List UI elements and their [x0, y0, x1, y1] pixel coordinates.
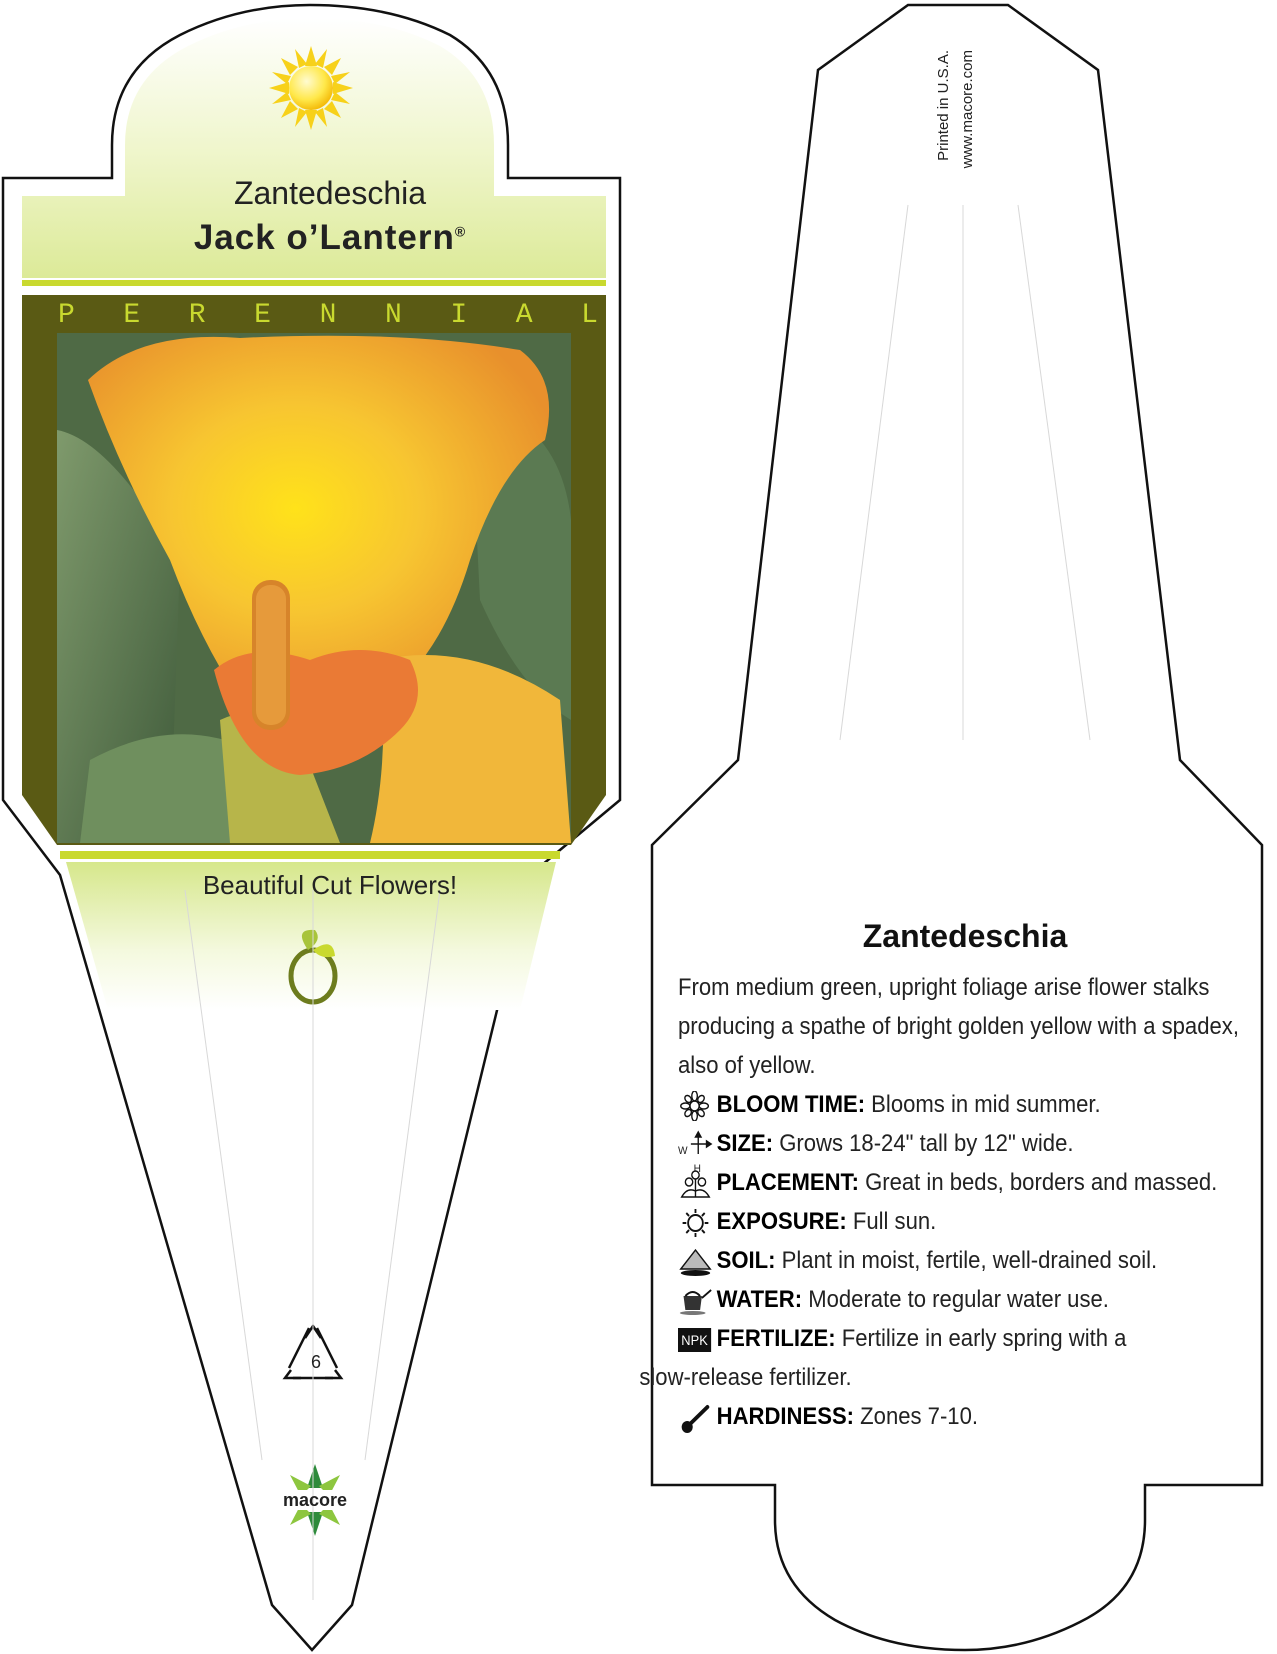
front-rule	[22, 280, 606, 286]
category-letter: N	[319, 300, 337, 331]
info-row-fertilize	[639, 1319, 1207, 1397]
row-text: Fertilize in early spring with a	[841, 1325, 1127, 1352]
row-text-continuation: slow-release fertilizer.	[639, 1364, 852, 1391]
size-w-letter: W	[678, 1144, 688, 1157]
info-row-bloom-time	[678, 1085, 1207, 1124]
row-text: Great in beds, borders and massed.	[865, 1169, 1218, 1196]
category-label	[58, 300, 598, 331]
flower-icon	[678, 1091, 717, 1121]
info-row-placement	[678, 1163, 1218, 1202]
category-letter: I	[450, 300, 468, 331]
size-h-letter: H	[693, 1162, 701, 1175]
front-tagline: Beautiful Cut Flowers!	[202, 870, 458, 900]
cultivar-text: Jack o’Lantern	[193, 218, 455, 257]
category-letter: E	[123, 300, 141, 331]
sun-outline-icon	[678, 1208, 717, 1238]
row-label: HARDINESS:	[716, 1403, 855, 1430]
npk-icon	[678, 1325, 717, 1355]
row-label: SIZE:	[716, 1130, 774, 1157]
recycle-code: 6	[310, 1352, 321, 1372]
row-label: EXPOSURE:	[716, 1208, 847, 1235]
category-letter: E	[254, 300, 271, 331]
row-label: WATER:	[716, 1286, 803, 1313]
category-letter: N	[384, 300, 402, 331]
back-title: Zantedeschia	[862, 918, 1068, 954]
thermometer-icon	[678, 1403, 717, 1433]
row-text: Blooms in mid summer.	[871, 1091, 1101, 1118]
row-text: Plant in moist, fertile, well-drained soil.	[781, 1247, 1158, 1274]
info-row-size	[678, 1124, 1207, 1175]
back-body	[639, 968, 1239, 1436]
info-row-water	[678, 1280, 1207, 1319]
description: From medium green, upright foliage arise flower stalks producing a spathe of bright golden yellow with a spadex, also of yellow.	[678, 974, 1239, 1079]
info-row-soil	[678, 1241, 1207, 1280]
info-row-exposure	[678, 1202, 1207, 1241]
print-info	[935, 50, 1005, 230]
website: www.macore.com	[959, 50, 976, 169]
row-text: Grows 18-24" tall by 12" wide.	[779, 1130, 1074, 1157]
front-lower-rule	[60, 851, 560, 859]
brand-logo-text: macore	[282, 1490, 348, 1510]
flower-photo	[57, 333, 571, 843]
npk-label: NPK	[678, 1328, 711, 1352]
soil-icon	[678, 1247, 717, 1277]
category-letter: L	[581, 300, 598, 331]
row-text: Zones 7-10.	[860, 1403, 979, 1430]
row-text: Moderate to regular water use.	[808, 1286, 1109, 1313]
sun-icon	[269, 46, 353, 130]
row-text: Full sun.	[852, 1208, 937, 1235]
front-cultivar-name	[60, 218, 600, 258]
category-letter: A	[515, 300, 533, 331]
watering-can-icon	[678, 1286, 717, 1316]
row-label: FERTILIZE:	[716, 1325, 836, 1352]
category-letter: R	[188, 300, 206, 331]
size-arrows-icon	[678, 1130, 717, 1175]
category-letter: P	[58, 300, 75, 331]
printed-in: Printed in U.S.A.	[935, 50, 952, 161]
row-label: PLACEMENT:	[716, 1169, 859, 1196]
registered-mark: ®	[454, 223, 467, 240]
info-row-hardiness	[678, 1397, 1207, 1436]
row-label: BLOOM TIME:	[716, 1091, 866, 1118]
row-label: SOIL:	[716, 1247, 776, 1274]
front-common-name: Zantedeschia	[233, 175, 427, 211]
